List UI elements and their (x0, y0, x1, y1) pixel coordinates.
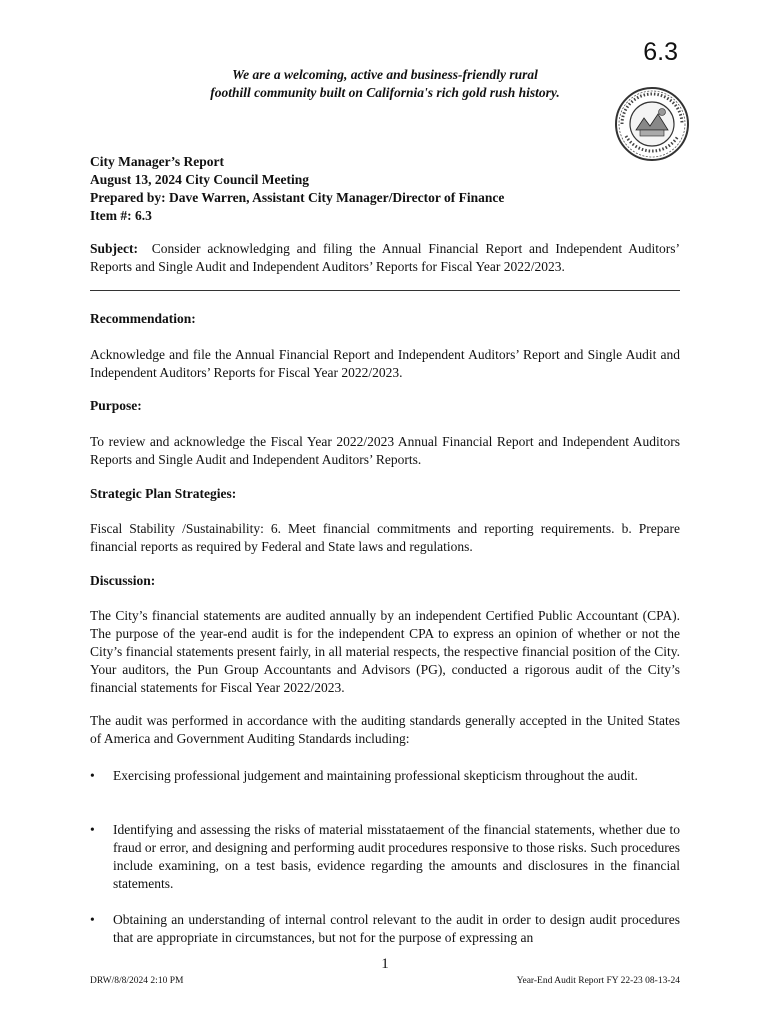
list-item-text: Exercising professional judgement and maintaining professional skepticism throughout the audit. (113, 768, 638, 783)
tagline (150, 66, 620, 102)
item-label: Item #: 6.3 (90, 208, 152, 223)
city-seal-icon (614, 86, 690, 162)
list-item (90, 911, 680, 947)
tagline-line-2: foothill community built on California's rich gold rush history. (210, 85, 560, 100)
list-item (90, 821, 680, 893)
tagline-line-1: We are a welcoming, active and business-friendly rural (232, 67, 538, 82)
discussion-paragraph-1: The City’s financial statements are audited annually by an independent Certified Public Accountant (CPA). The purpose of the year-end audit is for the independent CPA to express an opinion of whether or not the City’s financial statements present fairly, in all material respects, the respective financial position of the City. Your auditors, the Pun Group Accountants and Advisors (PG), conducted a rigorous audit of the City’s financial statements for Fiscal Year 2022/2023. (90, 608, 680, 695)
strategic-heading: Strategic Plan Strategies: (90, 486, 237, 501)
item-number: 6.3 (643, 38, 678, 66)
discussion-heading: Discussion: (90, 573, 156, 588)
footer-left: DRW/8/8/2024 2:10 PM (90, 976, 184, 986)
bullet-icon: • (90, 768, 95, 783)
list-item-text: Obtaining an understanding of internal control relevant to the audit in order to design audit procedures that are appropriate in circumstances, but not for the purpose of expressing an (113, 912, 680, 945)
meeting-date: August 13, 2024 City Council Meeting (90, 172, 309, 187)
purpose-text: To review and acknowledge the Fiscal Year 2022/2023 Annual Financial Report and Independent Auditors Reports and Single Audit and Independent Auditors’ Reports. (90, 434, 680, 467)
bullet-icon: • (90, 822, 95, 837)
footer-right: Year-End Audit Report FY 22-23 08-13-24 (516, 976, 680, 986)
divider (90, 290, 680, 291)
report-header (90, 153, 504, 225)
list-item-text: Identifying and assessing the risks of material misstataement of the financial statements, whether due to fraud or error, and designing and performing audit procedures responsive to those risks. Such procedures include examining, on a test basis, evidence regarding the amounts and disclosures in the financial statements. (113, 822, 680, 891)
subject-label: Subject: (90, 241, 138, 256)
purpose-heading: Purpose: (90, 398, 142, 413)
discussion-paragraph-2: The audit was performed in accordance with the auditing standards generally accepted in the United States of America and Government Auditing Standards including: (90, 713, 680, 746)
bullet-icon: • (90, 912, 95, 927)
recommendation-heading: Recommendation: (90, 311, 196, 326)
recommendation-text: Acknowledge and file the Annual Financial Report and Independent Auditors’ Report and Single Audit and Independent Auditors’ Reports for Fiscal Year 2022/2023. (90, 347, 680, 380)
report-title: City Manager’s Report (90, 154, 224, 169)
subject-text: Consider acknowledging and filing the Annual Financial Report and Independent Auditors’ Reports and Single Audit and Independent Auditors’ Reports for Fiscal Year 2022/2023. (90, 241, 681, 274)
subject-block (90, 240, 680, 276)
page-number: 1 (381, 956, 389, 972)
list-item (90, 767, 680, 785)
strategic-text: Fiscal Stability /Sustainability: 6. Meet financial commitments and reporting requirements. b. Prepare financial reports as required by Federal and State laws and regulations. (90, 521, 680, 554)
prepared-by: Prepared by: Dave Warren, Assistant City Manager/Director of Finance (90, 190, 505, 205)
